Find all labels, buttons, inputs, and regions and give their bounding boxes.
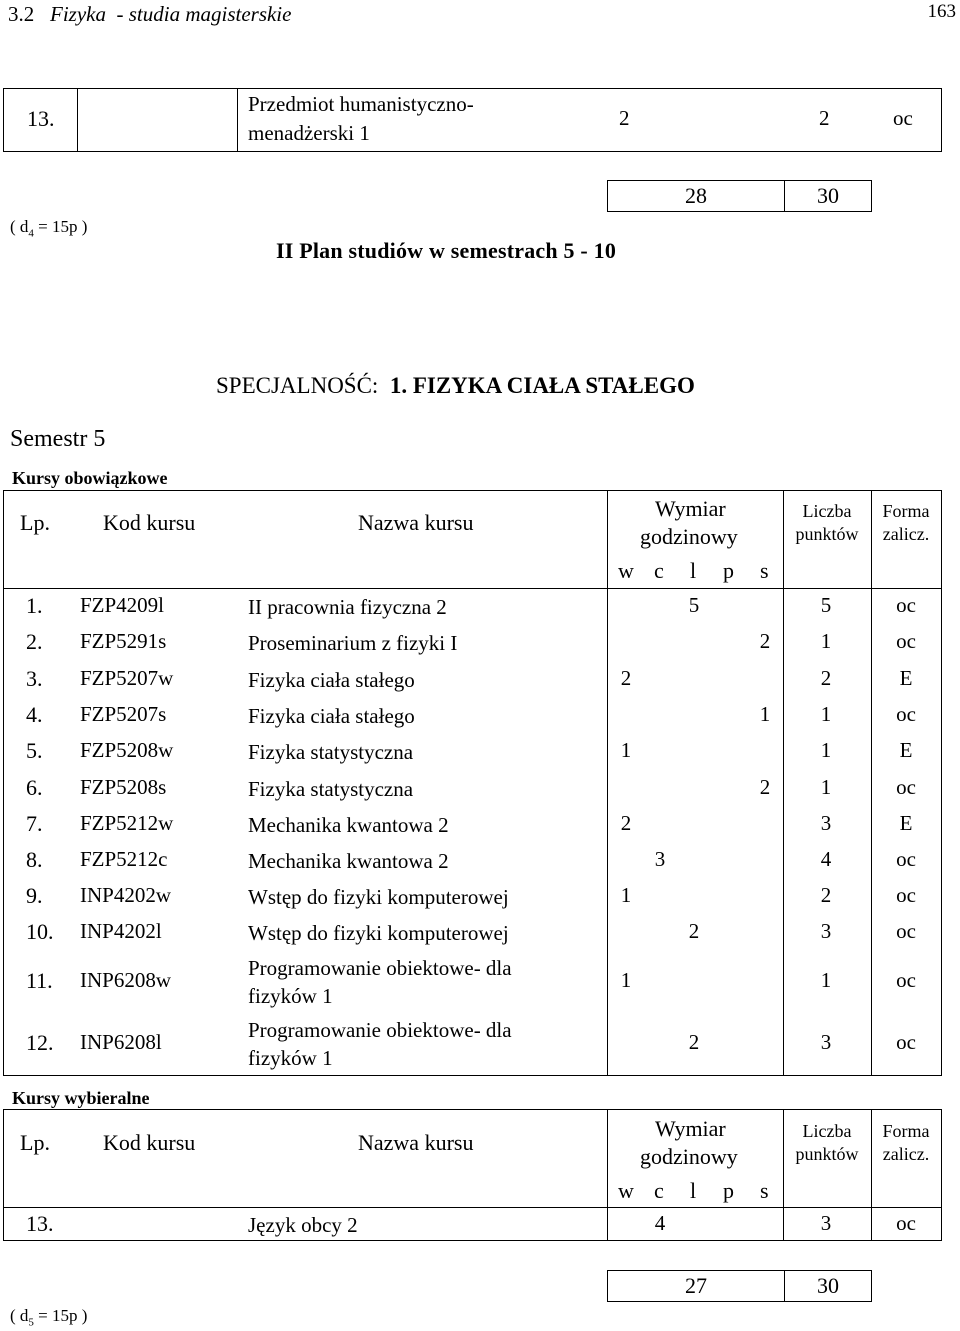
row-kod: FZP5212c	[80, 847, 168, 871]
row-nazwa: II pracownia fizyczna 2	[248, 595, 447, 619]
table-row	[0, 589, 960, 625]
row-lp: 5.	[26, 738, 43, 763]
mandatory-courses-label: Kursy obowiązkowe	[12, 468, 168, 488]
row-points: 3	[820, 1210, 832, 1235]
row-kod: INP4202w	[80, 883, 172, 907]
row-points: 4	[820, 847, 832, 871]
header-points-line1: Liczba	[802, 501, 852, 521]
row-kod: FZP5291s	[80, 629, 167, 653]
row-hours-w: 1	[620, 968, 632, 992]
elective-courses-label: Kursy wybieralne	[12, 1088, 150, 1108]
header-points-line2: punktów	[795, 524, 859, 544]
row-kod: INP6208l	[80, 1030, 162, 1054]
table-row	[0, 807, 960, 843]
elective-header-kod: Kod kursu	[103, 1130, 196, 1155]
row-lp: 7.	[26, 811, 43, 836]
row-forma: E	[899, 665, 913, 690]
row-nazwa: Fizyka statystyczna	[248, 740, 414, 764]
elective-header-nazwa: Nazwa kursu	[358, 1130, 474, 1155]
row-forma: oc	[896, 847, 916, 871]
row-lp: 3.	[26, 665, 43, 691]
specialization: SPECJALNOŚĆ: 1. FIZYKA CIAŁA STAŁEGO	[216, 373, 695, 398]
semester-sum-note-5: ( $d_5 = 15p$ )	[10, 1306, 88, 1329]
row-nazwa-line2: menadżerski 1	[248, 121, 370, 145]
row-nazwa: Fizyka statystyczna	[248, 776, 414, 801]
header-lp: Lp.	[20, 510, 50, 535]
sum-hours: 28	[685, 183, 707, 208]
row-forma: oc	[896, 702, 916, 726]
table-row	[0, 951, 960, 1013]
row-lp: 1.	[26, 593, 43, 618]
row-lp: 10.	[26, 919, 54, 944]
row-hours-l: 2	[688, 1030, 700, 1054]
header-nazwa: Nazwa kursu	[358, 510, 474, 535]
row-kod: FZP5207w	[80, 665, 174, 690]
row-points: 1	[820, 774, 832, 799]
elective-header-lp: Lp.	[20, 1130, 50, 1155]
row-points: 2	[819, 106, 830, 130]
header-p: p	[723, 558, 734, 583]
row-hours-l: 2	[688, 919, 700, 943]
row-hours-l: 5	[688, 593, 700, 617]
row-hours-w: 2	[619, 106, 630, 130]
semester-sum-note: ( $d_4 = 15p$ )	[10, 217, 88, 240]
elective-header-wymiar-line1: Wymiar	[655, 1116, 726, 1141]
semester-sum-box-5	[607, 1270, 872, 1302]
row-kod: FZP5208w	[80, 738, 174, 762]
header-w: w	[618, 558, 634, 583]
row-kod: INP4202l	[80, 919, 162, 943]
row-lp: 13.	[27, 106, 55, 131]
page-number: 163	[927, 1, 956, 22]
row-kod: FZP5212w	[80, 811, 174, 835]
table-row	[0, 1013, 960, 1075]
row-hours-s: 2	[759, 629, 771, 653]
row-lp: 9.	[26, 883, 43, 908]
row-lp: 2.	[26, 629, 43, 654]
row-nazwa: Fizyka ciała stałego	[248, 704, 415, 728]
row-lp: 4.	[26, 702, 43, 727]
row-points: 5	[820, 593, 832, 617]
row-points: 3	[820, 919, 832, 943]
elective-header-w: w	[618, 1178, 634, 1203]
row-forma: oc	[896, 593, 916, 617]
row-kod: FZP5207s	[80, 702, 167, 726]
elective-header-wymiar-line2: godzinowy	[640, 1144, 738, 1169]
row-kod: FZP5208s	[80, 774, 167, 799]
row-forma: E	[899, 811, 913, 835]
sum-points: 30	[817, 183, 839, 208]
row-forma: oc	[896, 968, 916, 992]
row-nazwa: Fizyka ciała stałego	[248, 667, 415, 692]
elective-header-forma-line1: Forma	[882, 1121, 930, 1141]
row-hours-c: 3	[654, 847, 666, 871]
row-points: 2	[820, 883, 832, 907]
header-forma-line1: Forma	[882, 501, 930, 521]
header-wymiar-line1: Wymiar	[655, 496, 726, 521]
table-row	[0, 879, 960, 915]
row-hours-w: 1	[620, 738, 632, 762]
elective-header-c: c	[654, 1178, 664, 1203]
header-kod: Kod kursu	[103, 510, 196, 535]
row-forma: oc	[896, 919, 916, 943]
elective-header-points-line1: Liczba	[802, 1121, 852, 1141]
row-forma: oc	[896, 1030, 916, 1054]
table-row	[0, 734, 960, 770]
row-lp: 13.	[26, 1210, 54, 1236]
row-hours-w: 2	[620, 811, 632, 835]
row-points: 1	[820, 702, 832, 726]
row-nazwa: Proseminarium z fizyki I	[248, 631, 458, 655]
sum5-points: 30	[817, 1273, 839, 1298]
row-nazwa-line1: Programowanie obiektowe- dla	[248, 1018, 512, 1042]
row-nazwa: Wstęp do fizyki komputerowej	[248, 921, 509, 945]
row-forma: oc	[893, 106, 913, 130]
row-nazwa-line2: fizyków 1	[248, 1046, 333, 1070]
row-points: 2	[820, 665, 832, 690]
elective-header-l: l	[690, 1178, 697, 1203]
section-title: Fizyka	[50, 2, 106, 26]
table-row	[0, 698, 960, 734]
row-nazwa-line2: fizyków 1	[248, 984, 333, 1008]
elective-header-s: s	[760, 1178, 769, 1203]
row-forma: oc	[896, 883, 916, 907]
row-nazwa: Wstęp do fizyki komputerowej	[248, 885, 509, 909]
table-row	[0, 915, 960, 951]
row-points: 1	[820, 968, 832, 992]
section-subtitle: - studia magisterskie	[116, 2, 292, 26]
row-kod: INP6208w	[80, 968, 172, 992]
row-points: 3	[820, 1030, 832, 1054]
plan-title: II Plan studiów w semestrach 5 - 10	[276, 238, 617, 263]
row-points: 1	[820, 738, 832, 762]
row-nazwa: Mechanika kwantowa 2	[248, 849, 449, 873]
row-points: 3	[820, 811, 832, 835]
table-row	[0, 1208, 960, 1241]
row-forma: E	[899, 738, 913, 762]
row-nazwa-line1: Programowanie obiektowe- dla	[248, 956, 512, 980]
header-l: l	[690, 558, 697, 583]
sum5-hours: 27	[685, 1273, 707, 1298]
row-hours-s: 2	[759, 774, 771, 799]
row-hours-c: 4	[654, 1210, 666, 1235]
elective-header-points-line2: punktów	[795, 1144, 859, 1164]
table-row	[0, 625, 960, 661]
row-forma: oc	[896, 1210, 916, 1235]
row-lp: 11.	[26, 968, 53, 993]
row-lp: 12.	[26, 1030, 54, 1055]
table-row	[0, 770, 960, 807]
row-hours-s: 1	[759, 702, 771, 726]
section-number: 3.2	[8, 2, 35, 26]
semester-sum-box	[607, 180, 872, 212]
row-nazwa: Język obcy 2	[248, 1212, 358, 1237]
header-c: c	[654, 558, 664, 583]
table-row	[0, 661, 960, 698]
header-wymiar-line2: godzinowy	[640, 524, 738, 549]
row-nazwa-line1: Przedmiot humanistyczno-	[248, 92, 474, 116]
header-s: s	[760, 558, 769, 583]
row-forma: oc	[896, 774, 916, 799]
row-kod: FZP4209l	[80, 593, 165, 617]
table-row	[0, 843, 960, 879]
row-forma: oc	[896, 629, 916, 653]
row-nazwa: Mechanika kwantowa 2	[248, 813, 449, 837]
semester-heading: Semestr 5	[10, 426, 106, 452]
row-hours-w: 2	[620, 665, 632, 690]
elective-header-forma-line2: zalicz.	[882, 1144, 930, 1164]
row-points: 1	[820, 629, 832, 653]
running-head	[8, 2, 291, 27]
elective-header-p: p	[723, 1178, 734, 1203]
row-lp: 6.	[26, 774, 43, 800]
header-forma-line2: zalicz.	[882, 524, 930, 544]
row-hours-w: 1	[620, 883, 632, 907]
row-lp: 8.	[26, 847, 43, 872]
